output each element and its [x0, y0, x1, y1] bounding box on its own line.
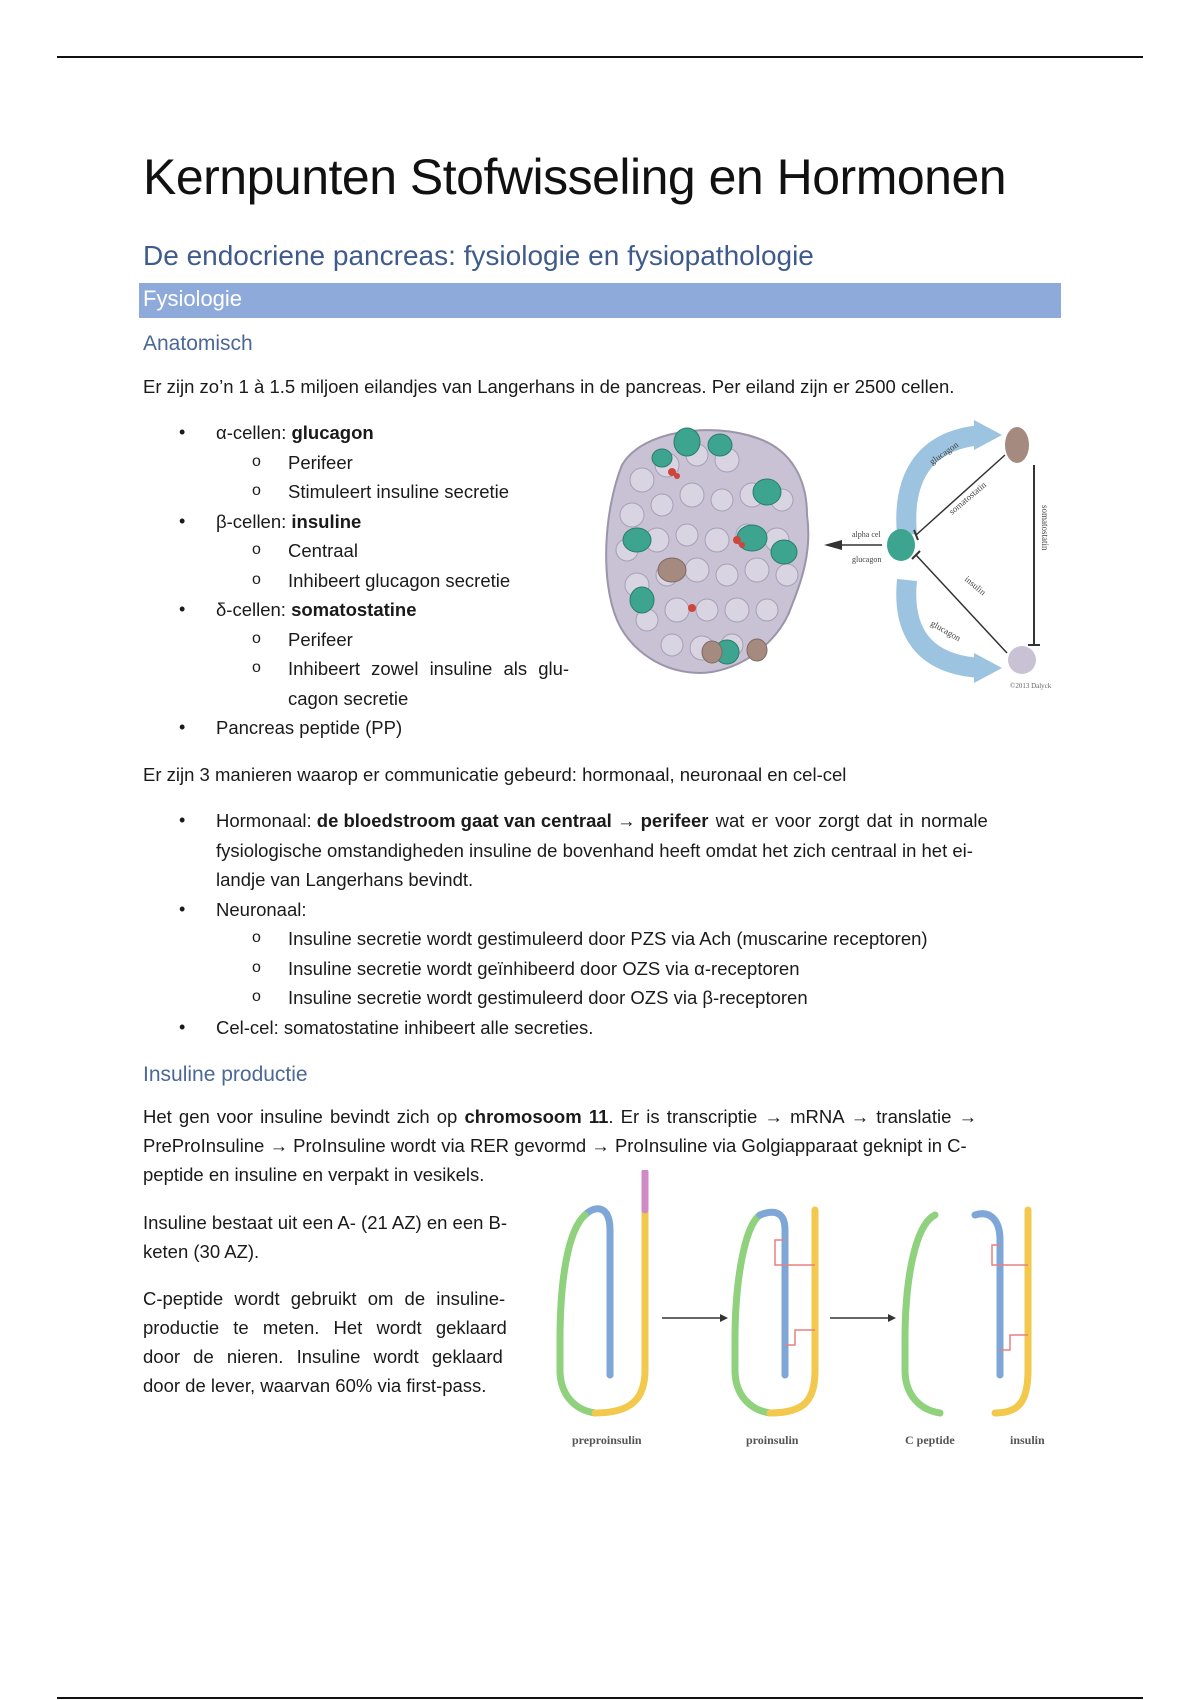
- cpeptide-paragraph: C-peptide wordt gebruikt om de insuline- productie te meten. Het wordt geklaard door de nieren. Insuline wordt geklaard door de lever, waarvan 60% via first-pass.: [143, 1288, 507, 1396]
- section-title: De endocriene pancreas: fysiologie en fysiopathologie: [143, 240, 814, 271]
- list-item: o Perifeer: [143, 625, 603, 655]
- label-alpha-glucagon: glucagon: [852, 555, 882, 564]
- fysiologie-heading: Fysiologie: [143, 286, 243, 311]
- feedback-diagram: [824, 420, 1052, 690]
- cell-types-list: [143, 418, 603, 743]
- anatomy-intro: Er zijn zo’n 1 à 1.5 miljoen eilandjes van Langerhans in de pancreas. Per eiland zijn er 2500 cellen.: [143, 376, 955, 397]
- label-insulin: insulin: [962, 573, 988, 598]
- list-item: o Insuline secretie wordt geïnhibeerd door OZS via α-receptoren: [143, 954, 1061, 984]
- anatomisch-heading: Anatomisch: [143, 332, 253, 355]
- islet-figure: [602, 420, 1064, 692]
- list-item-celcel: • Cel-cel: somatostatine inhibeert alle secreties.: [143, 1013, 1061, 1043]
- label-alpha-cel: alpha cel: [852, 530, 881, 539]
- list-item: o Stimuleert insuline secretie: [143, 477, 603, 507]
- chain-paragraph: Insuline bestaat uit een A- (21 AZ) en een B- keten (30 AZ).: [143, 1212, 508, 1262]
- list-item: o Perifeer: [143, 448, 603, 478]
- insulin-processing-figure: [550, 1170, 1066, 1450]
- fysiologie-heading-bar: [139, 283, 1061, 318]
- label-glucagon-top: glucagon: [927, 439, 961, 467]
- list-item: o Centraal: [143, 536, 603, 566]
- label-insulin: insulin: [1010, 1433, 1045, 1447]
- list-item: o Insuline secretie wordt gestimuleerd door PZS via Ach (muscarine receptoren): [143, 924, 1061, 954]
- communication-list: [143, 806, 1061, 1042]
- c-peptide-molecule: [905, 1215, 940, 1413]
- production-paragraph: Het gen voor insuline bevindt zich op chromosoom 11. Er is transcriptie → mRNA → translatie → PreProInsuline → ProInsuline wordt via RER gevormd → ProInsuline via Golgiapparaat geknipt in C- peptide en insuline en verpakt in vesikels.: [143, 1106, 978, 1185]
- list-item: o Inhibeert zowel insuline als glu- cagon secretie: [143, 654, 603, 713]
- list-item: o Inhibeert glucagon secretie: [143, 566, 603, 596]
- bottom-rule: [57, 1697, 1143, 1699]
- list-item: o Insuline secretie wordt gestimuleerd door OZS via β-receptoren: [143, 983, 1061, 1013]
- insuline-productie-heading: Insuline productie: [143, 1063, 308, 1086]
- list-item-pp: • Pancreas peptide (PP): [143, 713, 603, 743]
- insulin-molecule: [975, 1210, 1028, 1413]
- preproinsulin-molecule: [560, 1172, 645, 1413]
- list-item-hormonaal: • Hormonaal: de bloedstroom gaat van centraal → perifeer wat er voor zorgt dat in normale fysiologische omstandigheden insuline de bovenhand heeft omdat het zich centraal in het ei- landje van Langerhans bevindt.: [143, 806, 1061, 895]
- label-proinsulin: proinsulin: [746, 1433, 799, 1447]
- page-title: Kernpunten Stofwisseling en Hormonen: [143, 149, 1007, 205]
- list-item-neuronaal: • Neuronaal:: [143, 895, 1061, 925]
- label-preproinsulin: preproinsulin: [572, 1433, 642, 1447]
- figure-copyright: ©2013 Dalyck: [1010, 682, 1052, 690]
- islet-illustration: [606, 428, 808, 673]
- label-c-peptide: C peptide: [905, 1433, 955, 1447]
- communication-intro: Er zijn 3 manieren waarop er communicatie gebeurd: hormonaal, neuronaal en cel-cel: [143, 764, 847, 785]
- label-glucagon-bottom: glucagon: [929, 618, 963, 644]
- label-somatostatin-1: somatostatin: [946, 479, 989, 517]
- label-somatostatin-2: somatostatin: [1040, 505, 1050, 551]
- top-rule: [57, 56, 1143, 58]
- list-item-beta-cells: • β-cellen: insuline: [143, 507, 603, 537]
- list-item-delta-cells: • δ-cellen: somatostatine: [143, 595, 603, 625]
- list-item-alpha-cells: • α-cellen: glucagon: [143, 418, 603, 448]
